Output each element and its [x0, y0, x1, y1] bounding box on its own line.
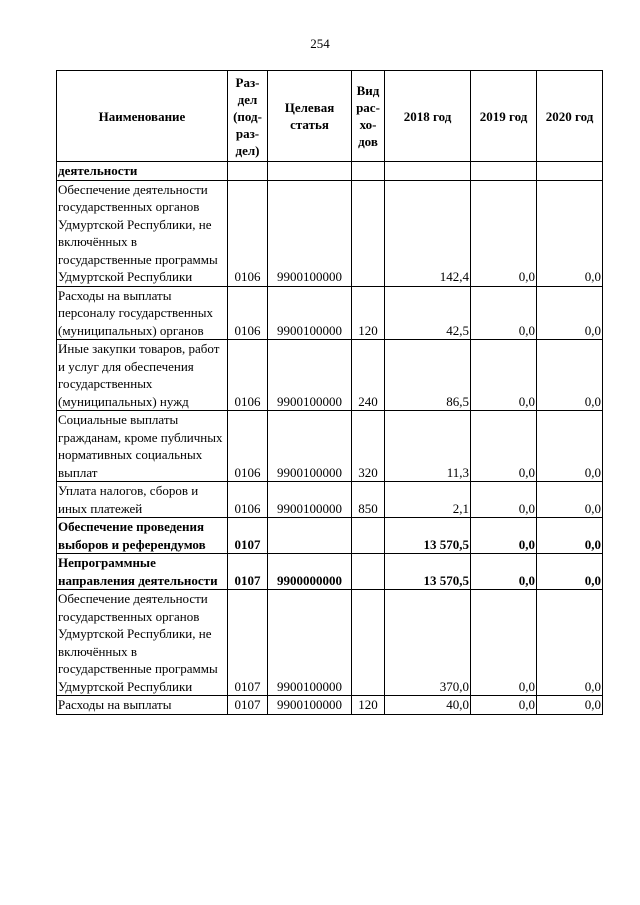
cell-2018: 142,4	[385, 180, 471, 286]
header-2020-text: 2020 год	[545, 108, 594, 124]
header-2018	[385, 71, 471, 162]
cell-section: 0107	[228, 518, 268, 554]
cell-kind: 320	[352, 411, 385, 482]
cell-2019: 0,0	[471, 696, 537, 715]
table-row	[57, 554, 603, 590]
cell-2018: 86,5	[385, 340, 471, 411]
page-number: 254	[310, 36, 330, 51]
cell-2020: 0,0	[537, 411, 603, 482]
cell-2019: 0,0	[471, 286, 537, 340]
cell-2020: 0,0	[537, 286, 603, 340]
cell-2018: 370,0	[385, 590, 471, 696]
cell-kind	[352, 518, 385, 554]
cell-name: Непрограммные направления деятельности	[57, 554, 228, 590]
cell-kind: 120	[352, 696, 385, 715]
cell-kind	[352, 162, 385, 181]
cell-kind	[352, 554, 385, 590]
table-row	[57, 340, 603, 411]
header-kind	[352, 71, 385, 162]
cell-kind: 850	[352, 482, 385, 518]
table-row	[57, 180, 603, 286]
cell-section: 0106	[228, 180, 268, 286]
cell-2019: 0,0	[471, 482, 537, 518]
header-name	[57, 71, 228, 162]
header-section-text: Раз- дел (под- раз- дел)	[233, 74, 262, 158]
header-2018-text: 2018 год	[403, 108, 452, 124]
cell-name: Обеспечение деятельности государственных органов Удмуртской Республики, не включённых в государственные программы Удмуртской Республики	[57, 180, 228, 286]
table-row	[57, 590, 603, 696]
cell-name: Иные закупки товаров, работ и услуг для обеспечения государственных (муниципальных) нужд	[57, 340, 228, 411]
cell-target: 9900100000	[268, 286, 352, 340]
header-2019	[471, 71, 537, 162]
header-name-text: Наименование	[98, 108, 186, 124]
cell-2019	[471, 162, 537, 181]
cell-2020	[537, 162, 603, 181]
cell-kind	[352, 180, 385, 286]
cell-target: 9900100000	[268, 590, 352, 696]
cell-2020: 0,0	[537, 180, 603, 286]
table-header-row	[57, 71, 603, 162]
header-target-text: Целевая статья	[284, 100, 335, 132]
cell-2018: 2,1	[385, 482, 471, 518]
table-row	[57, 482, 603, 518]
cell-name: Социальные выплаты гражданам, кроме публичных нормативных социальных выплат	[57, 411, 228, 482]
cell-2018: 42,5	[385, 286, 471, 340]
table-row	[57, 162, 603, 181]
cell-target	[268, 518, 352, 554]
cell-section: 0107	[228, 590, 268, 696]
cell-2020: 0,0	[537, 340, 603, 411]
cell-name: Уплата налогов, сборов и иных платежей	[57, 482, 228, 518]
table-row	[57, 696, 603, 715]
table-body	[57, 162, 603, 715]
cell-2020: 0,0	[537, 518, 603, 554]
cell-2020: 0,0	[537, 696, 603, 715]
cell-name: Обеспечение деятельности государственных органов Удмуртской Республики, не включённых в государственные программы Удмуртской Республики	[57, 590, 228, 696]
cell-section: 0106	[228, 340, 268, 411]
cell-target: 9900000000	[268, 554, 352, 590]
cell-target	[268, 162, 352, 181]
table-row	[57, 411, 603, 482]
cell-2020: 0,0	[537, 554, 603, 590]
cell-name: Расходы на выплаты	[57, 696, 228, 715]
cell-2019: 0,0	[471, 411, 537, 482]
cell-2019: 0,0	[471, 554, 537, 590]
cell-2019: 0,0	[471, 590, 537, 696]
cell-2019: 0,0	[471, 340, 537, 411]
cell-section	[228, 162, 268, 181]
cell-2020: 0,0	[537, 590, 603, 696]
cell-section: 0106	[228, 411, 268, 482]
cell-2018	[385, 162, 471, 181]
cell-2018: 13 570,5	[385, 518, 471, 554]
header-2020	[537, 71, 603, 162]
cell-target: 9900100000	[268, 696, 352, 715]
cell-section: 0107	[228, 696, 268, 715]
cell-target: 9900100000	[268, 340, 352, 411]
header-section	[228, 71, 268, 162]
cell-name: Обеспечение проведения выборов и референдумов	[57, 518, 228, 554]
cell-section: 0107	[228, 554, 268, 590]
cell-2018: 11,3	[385, 411, 471, 482]
cell-kind	[352, 590, 385, 696]
cell-name: деятельности	[57, 162, 228, 181]
table-row	[57, 286, 603, 340]
cell-name: Расходы на выплаты персоналу государственных (муниципальных) органов	[57, 286, 228, 340]
table-row	[57, 518, 603, 554]
header-target	[268, 71, 352, 162]
cell-kind: 240	[352, 340, 385, 411]
cell-target: 9900100000	[268, 411, 352, 482]
cell-2018: 13 570,5	[385, 554, 471, 590]
cell-target: 9900100000	[268, 180, 352, 286]
cell-kind: 120	[352, 286, 385, 340]
cell-2020: 0,0	[537, 482, 603, 518]
cell-target: 9900100000	[268, 482, 352, 518]
cell-section: 0106	[228, 482, 268, 518]
cell-2018: 40,0	[385, 696, 471, 715]
header-kind-text: Вид рас- хо- дов	[356, 83, 380, 149]
budget-table	[56, 70, 603, 715]
cell-section: 0106	[228, 286, 268, 340]
header-2019-text: 2019 год	[479, 108, 528, 124]
cell-2019: 0,0	[471, 180, 537, 286]
cell-2019: 0,0	[471, 518, 537, 554]
